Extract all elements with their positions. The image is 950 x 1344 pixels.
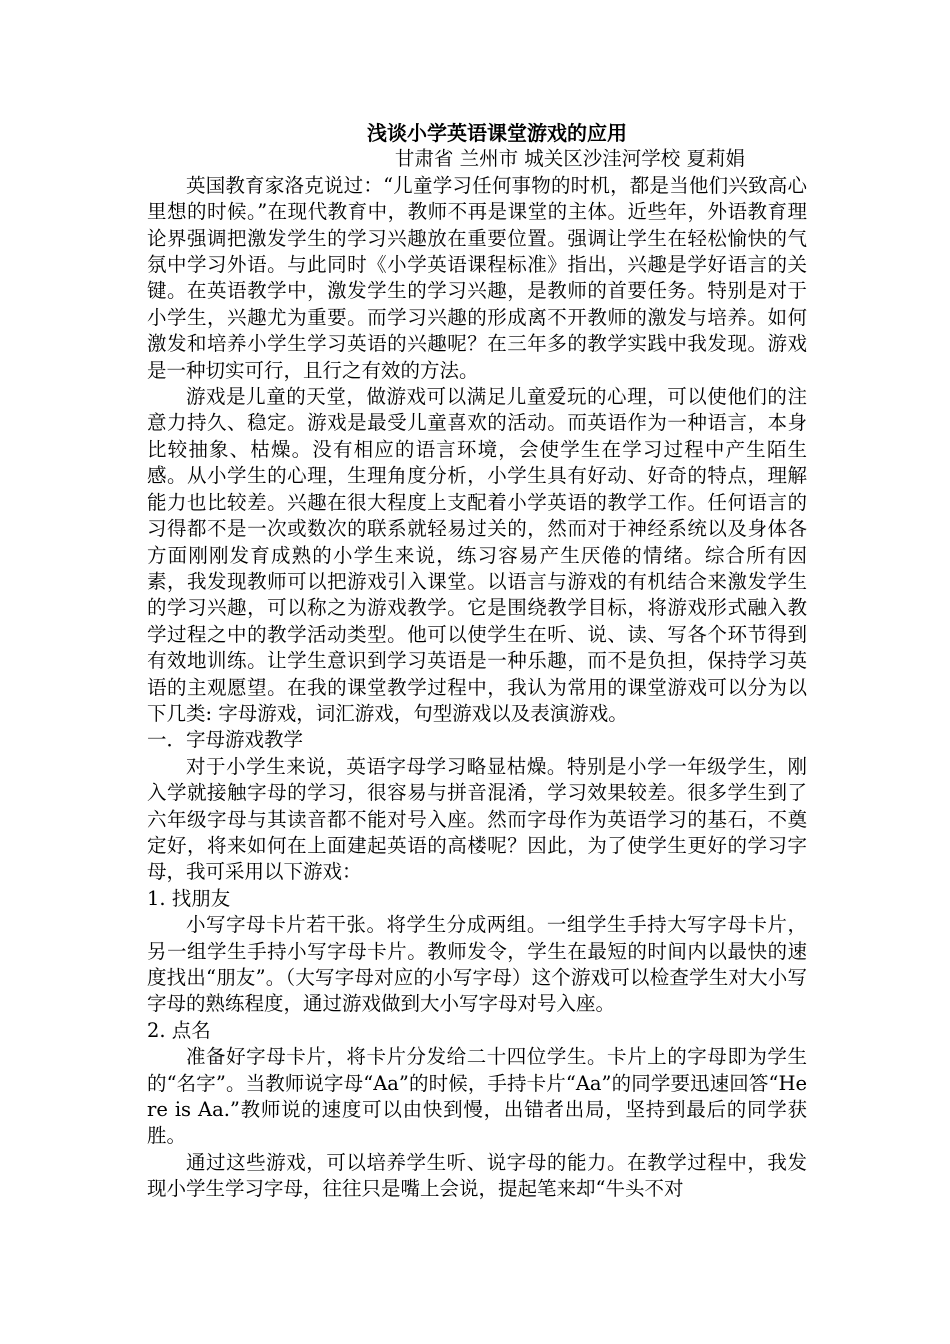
paragraph: 游戏是儿童的天堂，做游戏可以满足儿童爱玩的心理，可以使他们的注意力持久、稳定。游戏是最受儿童喜欢的活动。而英语作为一种语言，本身比较抽象、枯燥。没有相应的语言环境，会使学生在学习过程中产生陌生感。从小学生的心理，生理角度分析，小学生具有好动、好奇的特点，理解能力也比较差。兴趣在很大程度上支配着小学英语的教学工作。任何语言的习得都不是一次或数次的联系就轻易过关的，然而对于神经系统以及身体各方面刚刚发育成熟的小学生来说，练习容易产生厌倦的情绪。综合所有因素，我发现教师可以把游戏引入课堂。以语言与游戏的有机结合来激发学生的学习兴趣，可以称之为游戏教学。它是围绕教学目标，将游戏形式融入教学过程之中的教学活动类型。他可以使学生在听、说、读、写各个环节得到有效地训练。让学生意识到学习英语是一种乐趣，而不是负担，保持学习英语的主观愿望。在我的课堂教学过程中，我认为常用的课堂游戏可以分为以下几类: 字母游戏，词汇游戏，句型游戏以及表演游戏。: [147, 385, 807, 725]
paragraph: 英国教育家洛克说过：“儿童学习任何事物的时机，都是当他们兴致高心里想的时候。”在现代教育中，教师不再是课堂的主体。近些年，外语教育理论界强调把激发学生的学习兴趣放在重要位置。强调让学生在轻松愉快的气氛中学习外语。与此同时《小学英语课程标准》指出，兴趣是学好语言的关键。在英语教学中，激发学生的学习兴趣，是教师的首要任务。特别是对于小学生，兴趣尤为重要。而学习兴趣的形成离不开教师的激发与培养。如何激发和培养小学生学习英语的兴趣呢？在三年多的教学实践中我发现。游戏是一种切实可行，且行之有效的方法。: [147, 173, 807, 382]
paragraph: 对于小学生来说，英语字母学习略显枯燥。特别是小学一年级学生，刚入学就接触字母的学习，很容易与拼音混淆，学习效果较差。很多学生到了六年级字母与其读音都不能对号入座。然而字母作为英语学习的基石，不奠定好，将来如何在上面建起英语的高楼呢？因此，为了使学生更好的学习字母，我可采用以下游戏：: [147, 754, 807, 884]
paragraph: 准备好字母卡片，将卡片分发给二十四位学生。卡片上的字母即为学生的“名字”。当教师说字母“Aa”的时候，手持卡片“Aa”的同学要迅速回答“Here is Aa.”教师说的速度可以由快到慢，出错者出局，坚持到最后的同学获胜。: [147, 1045, 807, 1148]
paragraph: 小写字母卡片若干张。将学生分成两组。一组学生手持大写字母卡片，另一组学生手持小写字母卡片。教师发令，学生在最短的时间内以最快的速度找出“朋友”。（大写字母对应的小写字母）这个游戏可以检查学生对大小写字母的熟练程度，通过游戏做到大小写字母对号入座。: [147, 913, 807, 1016]
document-title: 浅谈小学英语课堂游戏的应用: [367, 121, 627, 145]
author-byline: 甘肃省 兰州市 城关区沙洼河学校 夏莉娟: [394, 147, 745, 171]
section-heading: 一．字母游戏教学: [147, 728, 304, 752]
document-page: [147, 120, 807, 1203]
paragraph: 通过这些游戏，可以培养学生听、说字母的能力。在教学过程中，我发现小学生学习字母，往往只是嘴上会说，提起笔来却“牛头不对: [147, 1150, 807, 1201]
subsection-heading: 1. 找朋友: [147, 886, 231, 910]
subsection-heading: 2. 点名: [147, 1018, 211, 1042]
